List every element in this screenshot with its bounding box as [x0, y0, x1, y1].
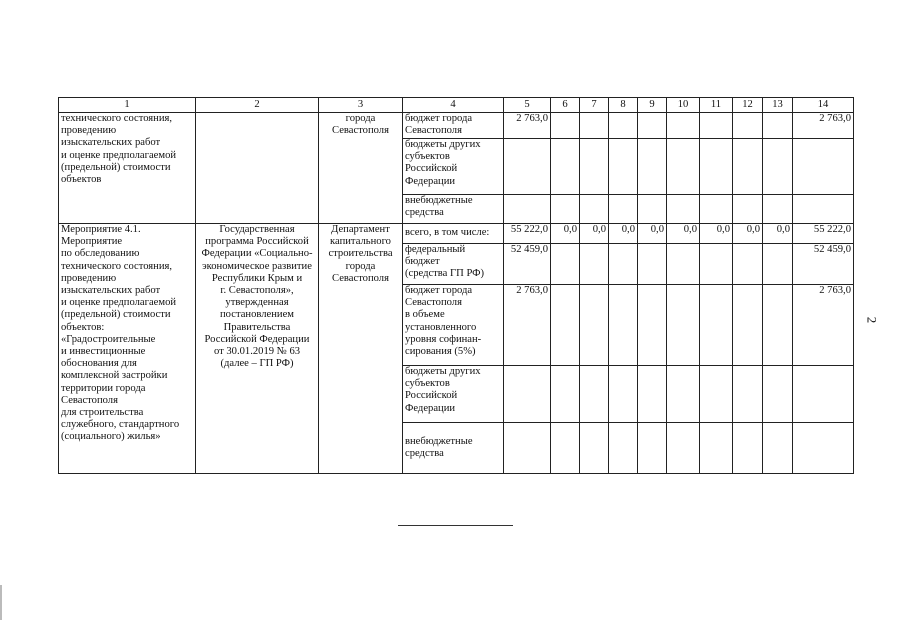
col-header-7: 7 — [580, 98, 609, 113]
activity-text: Мероприятие 4.1. Мероприятие по обследованию технического состояния, проведению изыскательских работ и оценке предполагаемой (предельной) стоимости объектов: «Градостроительные и инвестиционные обоснования для комплексной застройки территории города Севастополя для строительства служебного, стандартного (социального) жилья» — [61, 224, 180, 443]
page-number: 2 — [864, 316, 880, 324]
executor-text: города Севастополя — [332, 113, 389, 137]
activity-cell — [59, 224, 196, 474]
executor-cell — [319, 113, 403, 224]
value-cell — [504, 139, 551, 195]
program-cell — [196, 224, 319, 474]
scan-edge-mark — [0, 585, 2, 620]
value-cell — [793, 366, 854, 423]
source-cell: федеральный бюджет (средства ГП РФ) — [403, 244, 504, 285]
activity-cell — [59, 113, 196, 224]
value-cell: 0,0 — [609, 224, 638, 244]
budget-table — [58, 97, 854, 474]
source-cell: внебюджетные средства — [403, 195, 504, 224]
value-cell — [793, 139, 854, 195]
executor-cell — [319, 224, 403, 474]
value-cell: 0,0 — [667, 224, 700, 244]
value-cell: 2 763,0 — [793, 113, 854, 139]
value-cell: 0,0 — [700, 224, 733, 244]
value-cell: 0,0 — [733, 224, 763, 244]
col-header-1: 1 — [59, 98, 196, 113]
col-header-6: 6 — [551, 98, 580, 113]
value-cell — [504, 423, 551, 474]
col-header-11: 11 — [700, 98, 733, 113]
source-cell: всего, в том числе: — [403, 224, 504, 244]
value-cell: 52 459,0 — [793, 244, 854, 285]
value-cell: 55 222,0 — [504, 224, 551, 244]
value-cell: 2 763,0 — [504, 285, 551, 366]
col-header-14: 14 — [793, 98, 854, 113]
col-header-12: 12 — [733, 98, 763, 113]
value-cell — [793, 195, 854, 224]
value-cell — [504, 195, 551, 224]
col-header-3: 3 — [319, 98, 403, 113]
value-cell: 2 763,0 — [504, 113, 551, 139]
table-row — [59, 113, 854, 139]
col-header-13: 13 — [763, 98, 793, 113]
source-cell: бюджеты других субъектов Российской Федерации — [403, 366, 504, 423]
source-cell: бюджет города Севастополя — [403, 113, 504, 139]
col-header-2: 2 — [196, 98, 319, 113]
value-cell: 55 222,0 — [793, 224, 854, 244]
header-row — [59, 98, 854, 113]
source-cell: бюджеты других субъектов Российской Федерации — [403, 139, 504, 195]
value-cell: 52 459,0 — [504, 244, 551, 285]
col-header-8: 8 — [609, 98, 638, 113]
value-cell — [793, 423, 854, 474]
source-cell: бюджет города Севастополя в объеме установленного уровня софинан- сирования (5%) — [403, 285, 504, 366]
separator-line — [398, 525, 513, 526]
col-header-5: 5 — [504, 98, 551, 113]
program-cell-empty — [196, 113, 319, 224]
col-header-10: 10 — [667, 98, 700, 113]
col-header-4: 4 — [403, 98, 504, 113]
source-cell: внебюджетные средства — [403, 423, 504, 474]
program-text: Государственная программа Российской Федерации «Социально- экономическое развитие Республики Крым и г. Севастополя», утвержденная постановлением Правительства Российской Федерации от 30.01.2019 № 63 (далее – ГП РФ) — [201, 224, 313, 370]
executor-text: Департамент капитального строительства города Севастополя — [328, 224, 393, 284]
activity-text: технического состояния, проведению изыскательских работ и оценке предполагаемой (предельной) стоимости объектов — [61, 113, 177, 186]
value-cell — [504, 366, 551, 423]
value-cell: 0,0 — [580, 224, 609, 244]
value-cell: 0,0 — [551, 224, 580, 244]
value-cell: 0,0 — [638, 224, 667, 244]
value-cell: 2 763,0 — [793, 285, 854, 366]
total-row — [59, 224, 854, 244]
col-header-9: 9 — [638, 98, 667, 113]
value-cell: 0,0 — [763, 224, 793, 244]
